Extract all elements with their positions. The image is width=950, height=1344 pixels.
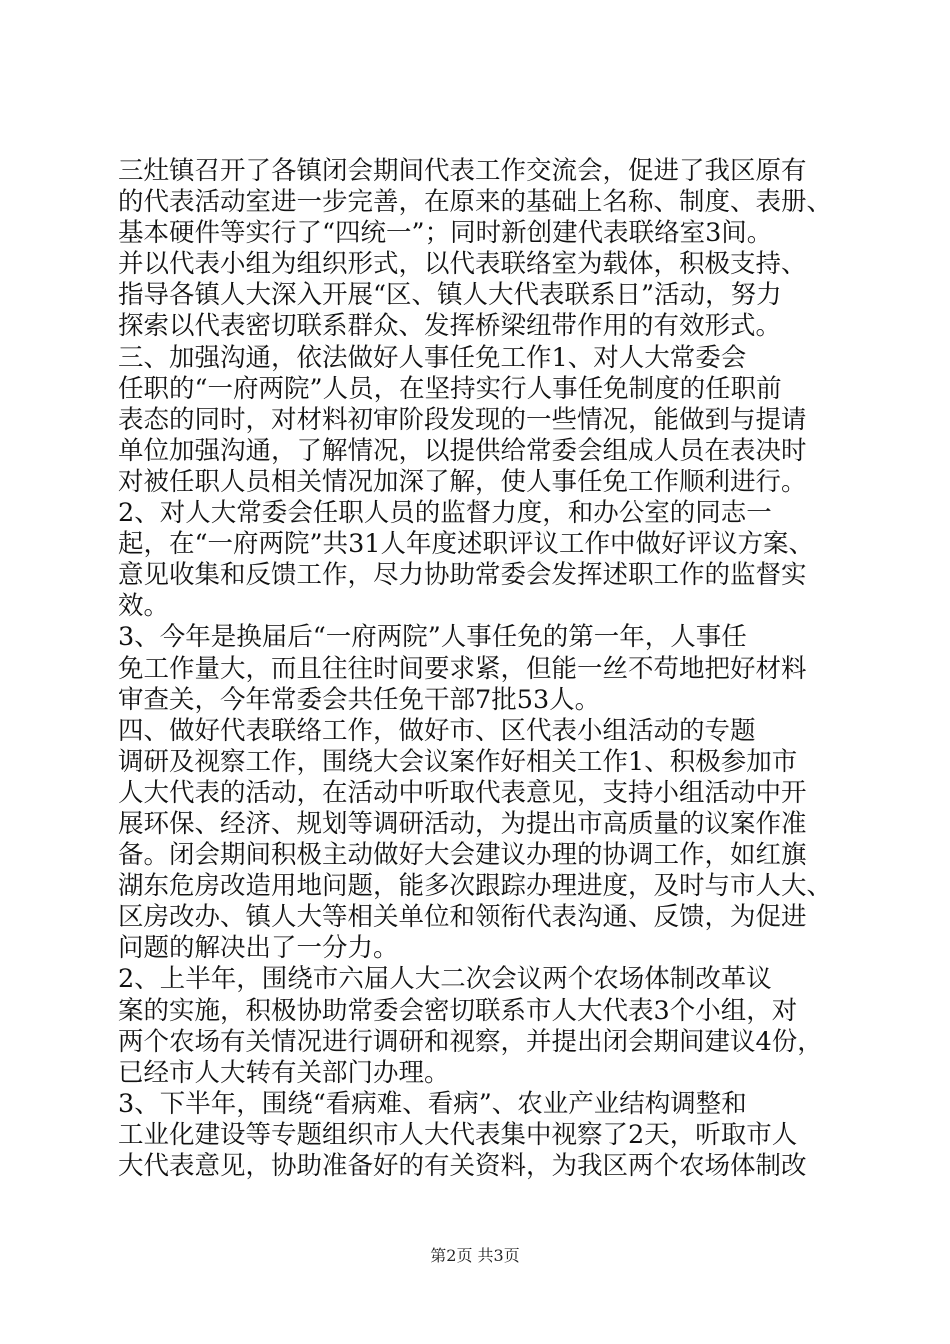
text-line: 基本硬件等实行了“四统一”；同时新创建代表联络室3间。	[118, 218, 773, 249]
body-text	[118, 156, 838, 1182]
text-line: 备。闭会期间积极主动做好大会建议办理的协调工作，如红旗	[118, 840, 807, 871]
text-line: 展环保、经济、规划等调研活动，为提出市高质量的议案作准	[118, 808, 807, 839]
text-line: 指导各镇人大深入开展“区、镇人大代表联系日”活动，努力	[118, 280, 782, 311]
text-line: 3、今年是换届后“一府两院”人事任免的第一年，人事任	[118, 622, 747, 653]
text-line: 湖东危房改造用地问题，能多次跟踪办理进度，及时与市人大、	[118, 871, 833, 902]
page-footer	[0, 1243, 950, 1266]
text-line: 探索以代表密切联系群众、发挥桥梁纽带作用的有效形式。	[118, 311, 782, 342]
text-line: 三、加强沟通，依法做好人事任免工作1、对人大常委会	[118, 342, 747, 373]
text-line: 三灶镇召开了各镇闭会期间代表工作交流会，促进了我区原有	[118, 156, 807, 186]
text-line: 免工作量大，而且往往时间要求紧，但能一丝不苟地把好材料	[118, 653, 807, 684]
text-line: 对被任职人员相关情况加深了解，使人事任免工作顺利进行。	[118, 466, 807, 497]
text-line: 意见收集和反馈工作，尽力协助常委会发挥述职工作的监督实	[118, 560, 807, 591]
page-number-label: 第2页 共3页	[430, 1246, 520, 1265]
text-line: 大代表意见，协助准备好的有关资料，为我区两个农场体制改	[118, 1151, 807, 1181]
text-line: 两个农场有关情况进行调研和视察，并提出闭会期间建议4份，	[118, 1026, 823, 1057]
text-line: 已经市人大转有关部门办理。	[118, 1057, 450, 1088]
text-line: 调研及视察工作，围绕大会议案作好相关工作1、积极参加市	[118, 746, 798, 777]
text-line: 效。	[118, 591, 170, 622]
text-line: 并以代表小组为组织形式，以代表联络室为载体，积极支持、	[118, 249, 807, 280]
text-line: 起，在“一府两院”共31人年度述职评议工作中做好评议方案、	[118, 529, 815, 560]
text-line: 四、做好代表联络工作，做好市、区代表小组活动的专题	[118, 715, 756, 746]
text-line: 区房改办、镇人大等相关单位和领衔代表沟通、反馈，为促进	[118, 902, 807, 933]
text-line: 任职的“一府两院”人员，在坚持实行人事任免制度的任职前	[118, 373, 782, 404]
text-line: 2、上半年，围绕市六届人大二次会议两个农场体制改革议	[118, 964, 772, 995]
text-line: 审查关，今年常委会共任免干部7批53人。	[118, 684, 601, 715]
text-line: 表态的同时，对材料初审阶段发现的一些情况，能做到与提请	[118, 404, 807, 435]
text-line: 人大代表的活动，在活动中听取代表意见，支持小组活动中开	[118, 777, 807, 808]
text-line: 单位加强沟通，了解情况，以提供给常委会组成人员在表决时	[118, 435, 807, 466]
text-line: 的代表活动室进一步完善，在原来的基础上名称、制度、表册、	[118, 187, 833, 218]
text-line: 工业化建设等专题组织市人大代表集中视察了2天，听取市人	[118, 1119, 798, 1150]
text-line: 问题的解决出了一分力。	[118, 933, 399, 964]
text-line: 2、对人大常委会任职人员的监督力度，和办公室的同志一	[118, 498, 772, 529]
text-line: 案的实施，积极协助常委会密切联系市人大代表3个小组，对	[118, 995, 798, 1026]
text-line: 3、下半年，围绕“看病难、看病”、农业产业结构调整和	[118, 1088, 747, 1119]
